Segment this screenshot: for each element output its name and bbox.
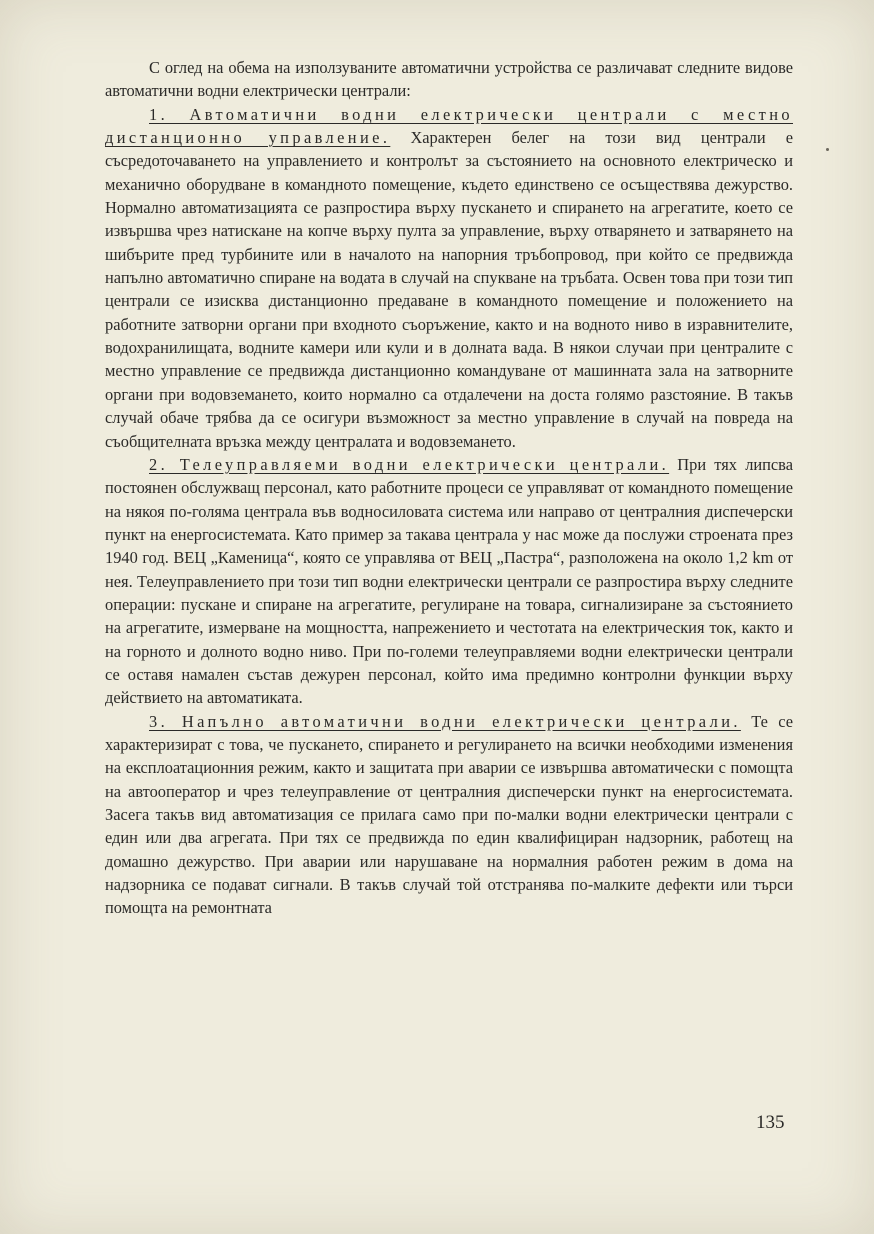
paper-speck [826, 148, 829, 151]
item-1-paragraph [105, 103, 793, 453]
item-1-heading: 1. Автоматични водни електрически централи с местно дистанционно управление. [105, 104, 793, 148]
item-3-paragraph [105, 710, 793, 920]
intro-paragraph: С оглед на обема на използуваните автоматични устройства се различават следните видове автоматични водни електрически централи: [105, 58, 793, 101]
page-text [105, 56, 793, 920]
item-3-body: Те се характеризират с това, че пускането, спирането и регулирането на всички необходими изменения на експлоатационния режим, както и защитата при аварии се извършва автоматически с помощта на автооператор и чрез телеуправление от централния диспечерски пункт на енергосистемата. Засега такъв вид автоматизация се прилага само при по-малки водни електрически централи с един или два агрегата. При тях се предвижда по един квалифициран надзорник, работещ на домашно дежурство. При аварии или нарушаване на нормалния работен режим в дома на надзорника се подават сигнали. В такъв случай той отстранява по-малките дефекти или търси помощта на ремонтната [105, 711, 794, 918]
item-3-heading: 3. Напълно автоматични водни електрически централи. [149, 711, 741, 731]
item-2-body: При тях липсва постоянен обслужващ персонал, като работните процеси се управляват от командното помещение на някоя по-голяма централа във водносиловата система или направо от централния диспечерски пункт на енергосистемата. Като пример за такава централа у нас може да послужи строената през 1940 год. ВЕЦ „Каменица“, която се управлява от ВЕЦ „Пастра“, разположена на около 1,2 km от нея. Телеуправлението при този тип водни електрически централи се разпростира върху следните операции: пускане и спиране на агрегатите, регулиране на товара, сигнализиране за състоянието на агрегатите, измерване на мощността, напрежението и честотата на електрическия ток, както и на горното и долното водно ниво. При по-големи телеуправляеми водни електрически централи се оставя намален състав дежурен персонал, който има предимно контролни функции върху действието на автоматиката. [105, 454, 793, 708]
item-2-paragraph [105, 453, 793, 710]
page-number: 135 [756, 1112, 785, 1133]
item-2-heading: 2. Телеуправляеми водни електрически централи. [149, 454, 670, 474]
item-1-body: Характерен белег на този вид централи е съсредоточаването на управлението и контролът за състоянието на основното електрическо и механично оборудване в командното помещение, където единствено се осъществява дежурство. Нормално автоматизацията се разпростира върху пускането и спирането на агрегатите, което се извършва чрез натискане на копче върху пулта за управление, върху отварянето и затварянето на шибърите пред турбините или в началото на напорния тръбопровод, при който се предвижда напълно автоматично спиране на водата в случай на спукване на тръбата. Освен това при този тип централи се изисква дистанционно предаване в командното помещение и положението на работните затворни органи при входното съоръжение, както и на водното ниво в изравнителите, водохранилищата, водните камери или кули и в долната вада. В някои случаи при централите с местно управление се предвижда дистанционно командуване от машинната зала на затворните органи при водовземането, които нормално са отдалечени на доста голямо разстояние. В такъв случай обаче трябва да се осигури възможност за местно управление в случай на повреда на съобщителната връзка между централата и водовземането. [105, 128, 793, 451]
